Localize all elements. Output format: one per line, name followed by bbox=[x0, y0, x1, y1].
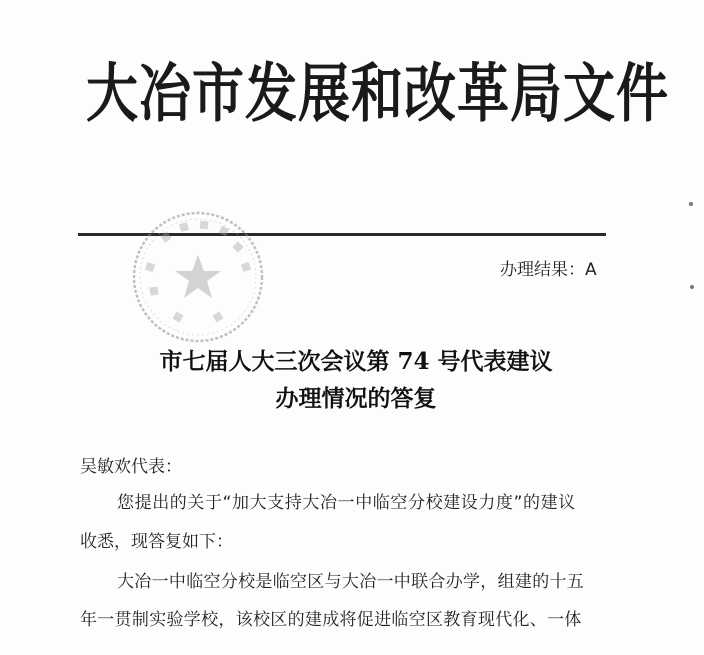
scan-speck bbox=[689, 202, 693, 206]
document-header-title: 大冶市发展和改革局文件 bbox=[86, 56, 670, 132]
paragraph-2-line-2: 年一贯制实验学校，该校区的建成将促进临空区教育现代化、一体 bbox=[80, 610, 582, 630]
paragraph-1-line-2: 收悉，现答复如下： bbox=[80, 532, 233, 552]
official-seal-star-icon bbox=[128, 207, 268, 347]
document-title-line-2: 办理情况的答复 bbox=[275, 385, 437, 412]
scan-speck bbox=[690, 285, 694, 289]
paragraph-1-line-1: 您提出的关于“加大支持大冶一中临空分校建设力度”的建议 bbox=[117, 493, 576, 513]
salutation: 吴敏欢代表： bbox=[80, 457, 182, 477]
handling-result-label: 办理结果：A bbox=[500, 260, 597, 280]
document-title-line-1: 市七届人大三次会议第 74 号代表建议 bbox=[159, 348, 553, 375]
paragraph-2-line-1: 大冶一中临空分校是临空区与大冶一中联合办学，组建的十五 bbox=[117, 572, 585, 592]
